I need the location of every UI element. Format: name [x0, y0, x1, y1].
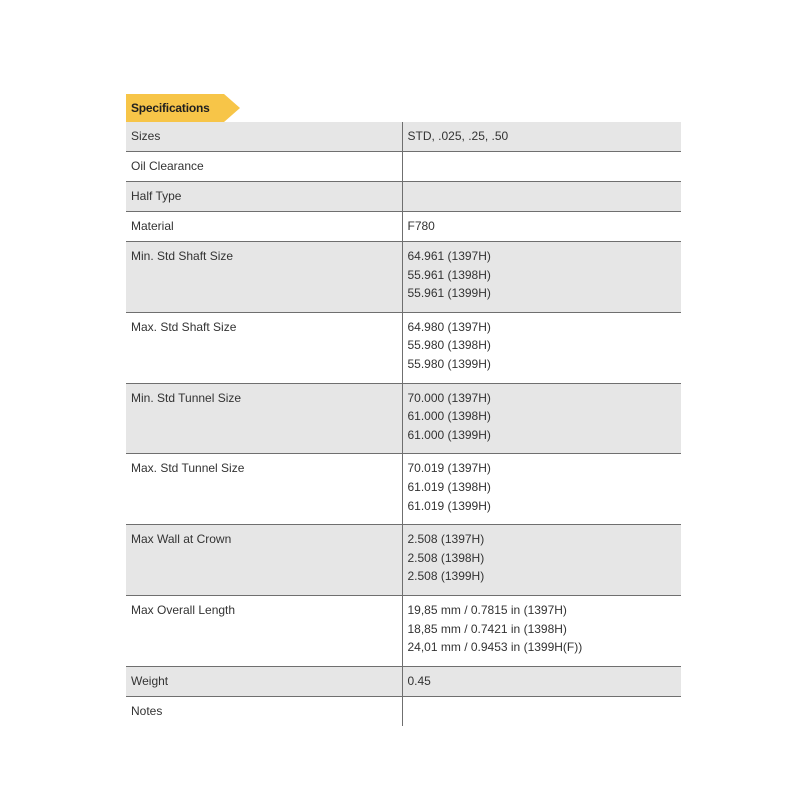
spec-value-line: 64.980 (1397H) [407, 319, 491, 334]
spec-label: Max Wall at Crown [126, 525, 402, 596]
spec-value [402, 242, 681, 313]
spec-value [402, 595, 681, 666]
spec-label: Max Overall Length [126, 595, 402, 666]
spec-value-line: F780 [407, 219, 435, 233]
spec-value [402, 696, 681, 726]
spec-row [126, 454, 681, 525]
spec-value-line: 61.000 (1398H) [407, 409, 491, 424]
spec-row [126, 152, 681, 182]
spec-value [402, 312, 681, 383]
spec-row [126, 696, 681, 726]
spec-row [126, 525, 681, 596]
specifications-tab [126, 94, 240, 122]
spec-row [126, 122, 681, 152]
spec-value-line: 70.000 (1397H) [407, 390, 491, 405]
spec-label: Oil Clearance [126, 152, 402, 182]
spec-label: Min. Std Tunnel Size [126, 383, 402, 454]
spec-value-line: 55.980 (1399H) [407, 356, 491, 371]
spec-value [402, 525, 681, 596]
spec-label: Notes [131, 703, 163, 718]
spec-row [126, 595, 681, 666]
spec-row [126, 383, 681, 454]
spec-value-line: 55.961 (1399H) [407, 286, 491, 301]
spec-label: Half Type [126, 182, 402, 212]
spec-row [126, 666, 681, 696]
spec-value-line: STD, .025, .25, .50 [407, 129, 509, 143]
spec-value-line: 61.000 (1399H) [407, 427, 491, 442]
spec-label: Min. Std Shaft Size [126, 242, 402, 313]
specifications-table [126, 122, 681, 726]
spec-row [126, 212, 681, 242]
spec-value-line: 64.961 (1397H) [407, 249, 491, 263]
spec-value-line: 24,01 mm / 0.9453 in (1399H(F)) [407, 640, 583, 655]
spec-row [126, 242, 681, 313]
spec-label: Max. Std Tunnel Size [126, 454, 402, 525]
specifications-title: Specifications [131, 101, 210, 115]
specifications-panel [126, 94, 681, 726]
spec-value-line: 55.961 (1398H) [407, 267, 491, 282]
spec-label: Material [126, 212, 402, 242]
spec-value-line: 61.019 (1399H) [407, 498, 491, 513]
spec-row [126, 182, 681, 212]
spec-label: Weight [126, 666, 402, 696]
spec-value [402, 122, 681, 152]
spec-value-line: 18,85 mm / 0.7421 in (1398H) [407, 621, 567, 636]
spec-value [402, 182, 681, 212]
spec-value-line: 61.019 (1398H) [407, 479, 491, 494]
spec-value-line: 2.508 (1399H) [407, 569, 485, 584]
spec-value [402, 666, 681, 696]
spec-value-line: 0.45 [407, 673, 431, 688]
spec-row [126, 312, 681, 383]
specifications-table-body [126, 122, 681, 726]
spec-label: Sizes [126, 122, 402, 152]
spec-label: Max. Std Shaft Size [126, 312, 402, 383]
spec-value-line: 2.508 (1397H) [407, 532, 485, 547]
spec-value [402, 212, 681, 242]
spec-value-line: 19,85 mm / 0.7815 in (1397H) [407, 602, 567, 617]
spec-value [402, 152, 681, 182]
spec-value-line: 2.508 (1398H) [407, 550, 485, 565]
spec-value [402, 383, 681, 454]
spec-value [402, 454, 681, 525]
spec-value-line: 70.019 (1397H) [407, 461, 491, 476]
spec-value-line: 55.980 (1398H) [407, 338, 491, 353]
